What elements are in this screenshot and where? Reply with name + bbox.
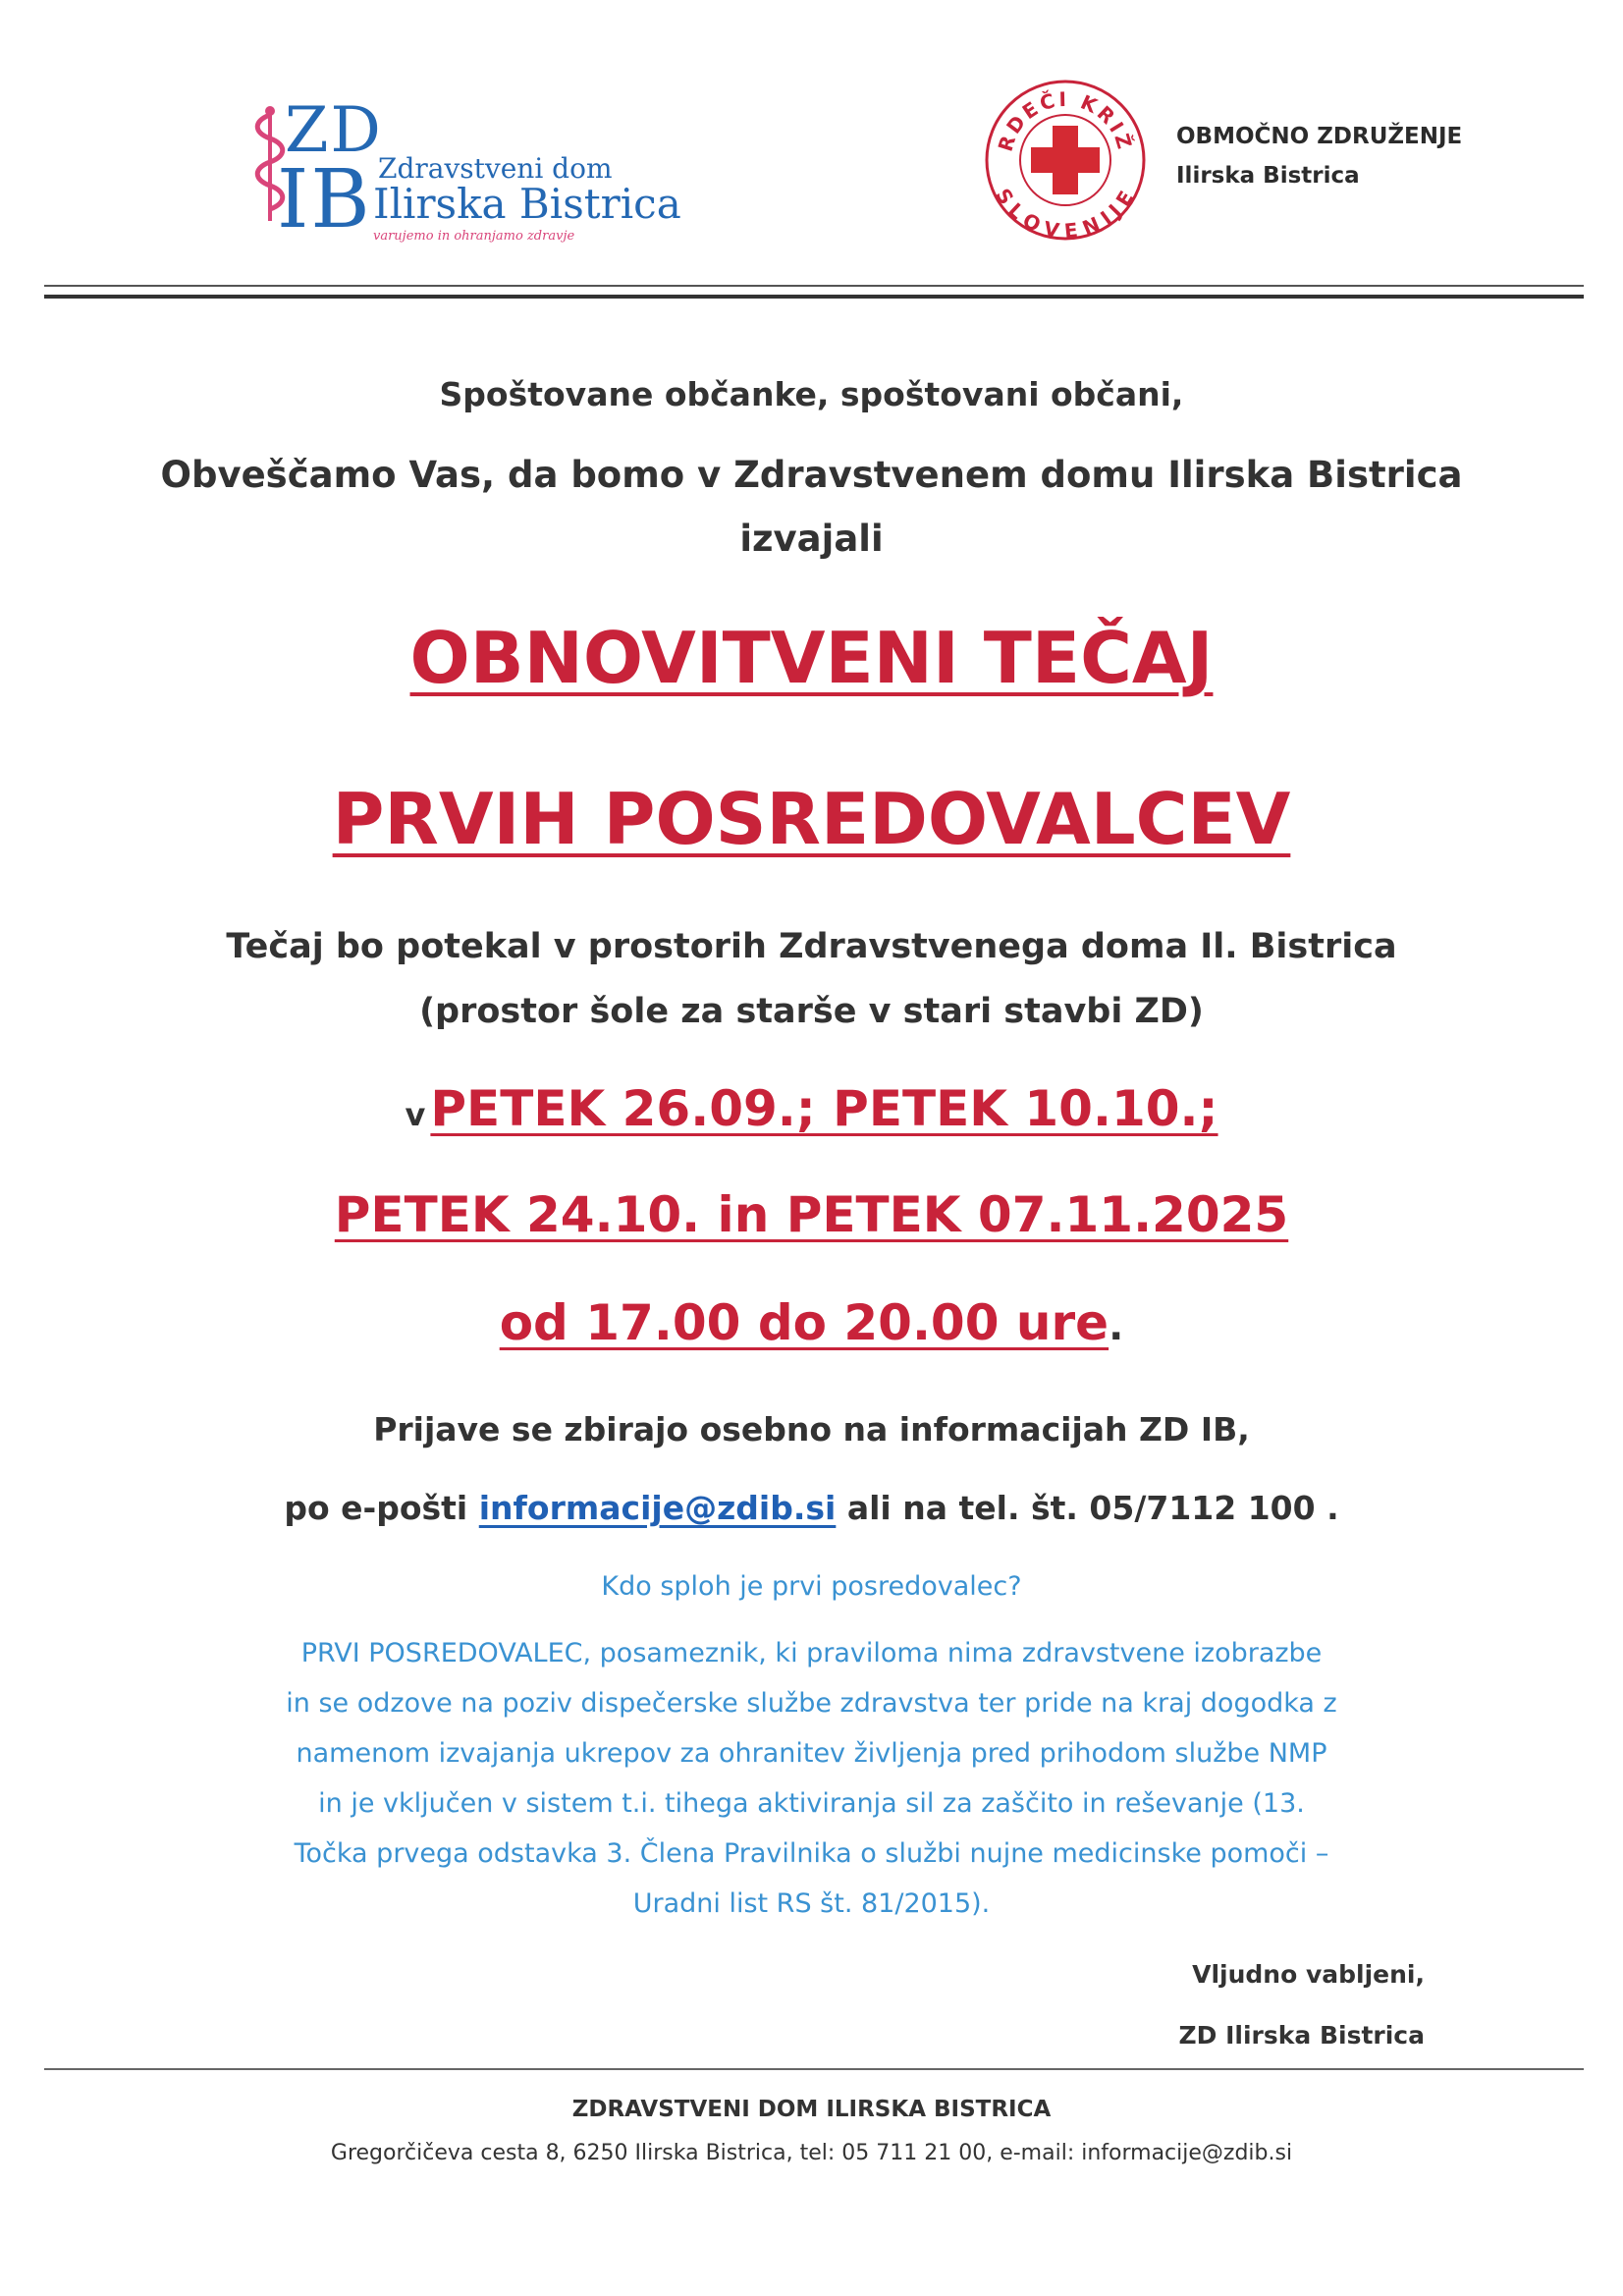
intro-line1: Obveščamo Vas, da bomo v Zdravstvenem domu Ilirska Bistrica xyxy=(160,454,1463,496)
title-line1-text: OBNOVITVENI TEČAJ xyxy=(409,617,1214,699)
red-cross-ring-bottom-text: SLOVENIJE xyxy=(991,184,1140,244)
registration-line1: Prijave se zbirajo osebno na informacijah ZD IB, xyxy=(373,1410,1250,1449)
question: Kdo sploh je prvi posredovalec? xyxy=(601,1571,1022,1602)
dates-prefix: v xyxy=(405,1096,426,1133)
zd-monogram-bottom: IB xyxy=(277,153,372,246)
org-name-line1: OBMOČNO ZDRUŽENJE xyxy=(1176,124,1463,149)
title-line2-text: PRVIH POSREDOVALCEV xyxy=(332,778,1291,860)
red-cross-icon xyxy=(1031,126,1100,194)
dates-line1-text: PETEK 26.09.; PETEK 10.10.; xyxy=(430,1080,1218,1137)
dates-line2-text: PETEK 24.10. in PETEK 07.11.2025 xyxy=(334,1186,1289,1243)
closing: Vljudno vabljeni, xyxy=(1192,1960,1425,1989)
definition-line: PRVI POSREDOVALEC, posameznik, ki praviloma nima zdravstvene izobrazbe xyxy=(300,1638,1323,1668)
registration-line2 xyxy=(0,1489,1623,1527)
org-name-line2: Ilirska Bistrica xyxy=(1176,163,1360,189)
definition-line: Točka prvega odstavka 3. Člena Pravilnika o službi nujne medicinske pomoči – xyxy=(294,1838,1329,1869)
dates-line1 xyxy=(0,1080,1623,1137)
footer-name: ZDRAVSTVENI DOM ILIRSKA BISTRICA xyxy=(571,2097,1052,2122)
red-cross-ring-top-text: RDEČI KRIŽ xyxy=(993,86,1138,154)
zd-logo xyxy=(236,93,681,246)
zd-logo-name-line2: Ilirska Bistrica xyxy=(373,180,681,228)
time-line-suffix: . xyxy=(1109,1304,1124,1349)
location-line2: (prostor šole za starše v stari stavbi ZD) xyxy=(419,992,1204,1031)
title-line1 xyxy=(0,617,1623,699)
time-line-text: od 17.00 do 20.00 ure xyxy=(499,1294,1109,1351)
definition-line: in je vključen v sistem t.i. tihega aktiviranja sil za zaščito in reševanje (13. xyxy=(318,1788,1305,1819)
footer-address: Gregorčičeva cesta 8, 6250 Ilirska Bistrica, tel: 05 711 21 00, e-mail: informacije@zdib.si xyxy=(330,2141,1293,2165)
definition-line: in se odzove na poziv dispečerske službe zdravstva ter pride na kraj dogodka z xyxy=(286,1688,1337,1719)
location-line1: Tečaj bo potekal v prostorih Zdravstvenega doma Il. Bistrica xyxy=(226,927,1397,966)
header-divider-bottom xyxy=(44,295,1584,299)
registration-prefix: po e-pošti xyxy=(284,1489,468,1527)
registration-suffix: ali na tel. št. 05/7112 100 . xyxy=(846,1489,1339,1527)
header-divider-top xyxy=(44,285,1584,287)
red-cross-logo xyxy=(982,77,1149,244)
intro-line2: izvajali xyxy=(739,518,884,560)
signature: ZD Ilirska Bistrica xyxy=(1178,2021,1425,2050)
dates-line2 xyxy=(0,1186,1623,1243)
zd-logo-name-line1: Zdravstveni dom xyxy=(378,152,613,185)
zd-monogram-top: ZD xyxy=(285,94,383,167)
greeting: Spoštovane občanke, spoštovani občani, xyxy=(439,375,1184,413)
definition-line: Uradni list RS št. 81/2015). xyxy=(632,1888,991,1919)
time-line xyxy=(0,1294,1623,1351)
footer-divider xyxy=(44,2068,1584,2070)
definition-line: namenom izvajanja ukrepov za ohranitev življenja pred prihodom službe NMP xyxy=(296,1738,1327,1769)
title-line2 xyxy=(0,778,1623,860)
registration-email-link[interactable]: informacije@zdib.si xyxy=(478,1489,837,1527)
zd-logo-motto: varujemo in ohranjamo zdravje xyxy=(373,229,575,244)
